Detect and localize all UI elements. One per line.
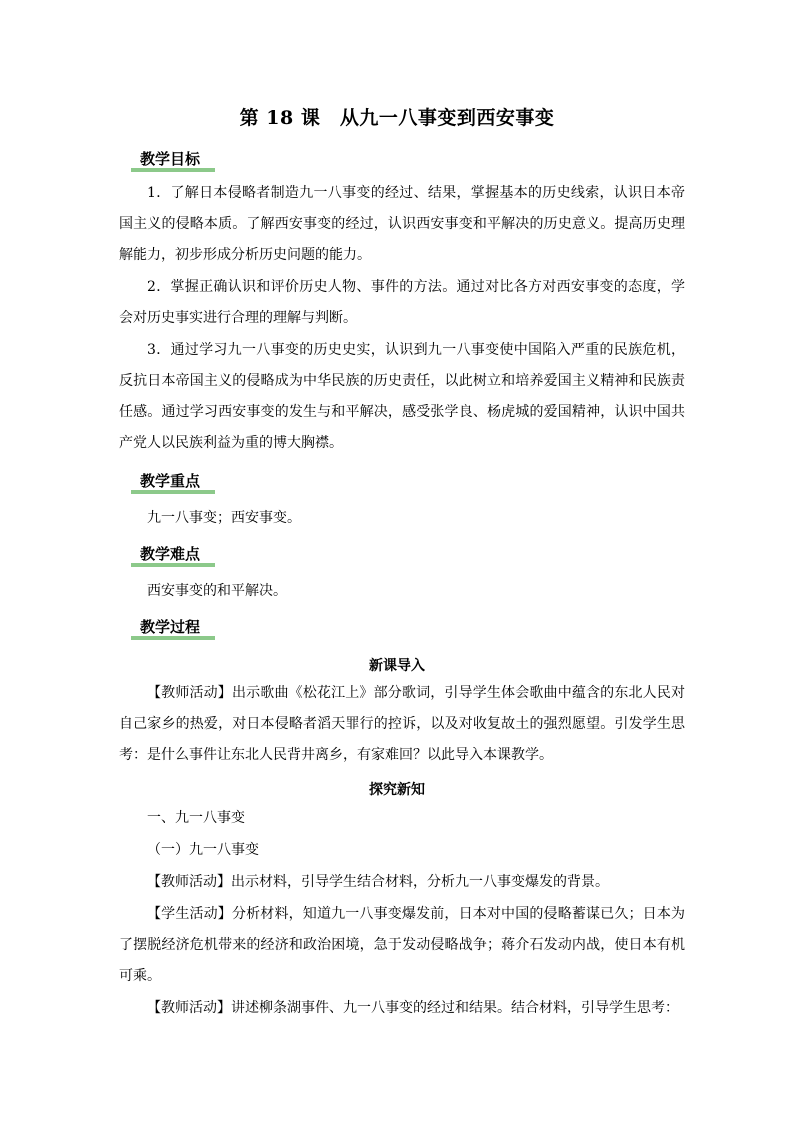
page-title: 第 18 课 从九一八事变到西安事变 [239, 107, 555, 129]
key-points-text: 九一八事变；西安事变。 [147, 510, 301, 526]
objectives-heading-label: 教学目标 [140, 150, 201, 168]
difficulties-heading-label: 教学难点 [140, 545, 201, 563]
teacher-activity-2: 【教师活动】讲述柳条湖事件、九一八事变的经过和结果。结合材料，引导学生思考： [147, 1000, 679, 1016]
objectives-heading [131, 150, 215, 172]
process-heading-label: 教学过程 [140, 618, 201, 636]
difficulties-text: 西安事变的和平解决。 [147, 583, 287, 599]
student-activity-1: 【学生活动】分析材料，知道九一八事变爆发前，日本对中国的侵略蓄谋已久；日本为了摆脱经济危机带来的经济和政治困境，急于发动侵略战争；蒋介石发动内战，使日本有机可乘。 [119, 906, 685, 984]
difficulties-heading-underline [131, 563, 215, 567]
part1-subheading: （一）九一八事变 [147, 842, 259, 858]
process-heading [131, 618, 215, 640]
key-points-heading [131, 472, 215, 494]
objectives-heading-underline [131, 168, 215, 172]
key-points-heading-label: 教学重点 [140, 472, 201, 490]
part1-heading: 一、九一八事变 [147, 810, 245, 826]
objective-item-3: 3．通过学习九一八事变的历史史实，认识到九一八事变使中国陷入严重的民族危机，反抗日本帝国主义的侵略成为中华民族的历史责任，以此树立和培养爱国主义精神和民族责任感。通过学习西安事变的发生与和平解决，感受张学良、杨虎城的爱国精神，认识中国共产党人以民族利益为重的博大胸襟。 [119, 342, 685, 451]
key-points-heading-underline [131, 490, 215, 494]
explore-heading: 探究新知 [369, 782, 425, 798]
difficulties-heading [131, 545, 215, 567]
objective-item-1: 1．了解日本侵略者制造九一八事变的经过、结果，掌握基本的历史线索，认识日本帝国主义的侵略本质。了解西安事变的经过，认识西安事变和平解决的历史意义。提高历史理解能力，初步形成分析历史问题的能力。 [119, 185, 685, 263]
intro-heading: 新课导入 [369, 658, 425, 674]
objective-item-2: 2．掌握正确认识和评价历史人物、事件的方法。通过对比各方对西安事变的态度，学会对历史事实进行合理的理解与判断。 [119, 279, 685, 326]
process-heading-underline [131, 636, 215, 640]
teacher-activity-1: 【教师活动】出示材料，引导学生结合材料，分析九一八事变爆发的背景。 [147, 874, 609, 890]
intro-text: 【教师活动】出示歌曲《松花江上》部分歌词，引导学生体会歌曲中蕴含的东北人民对自己家乡的热爱，对日本侵略者滔天罪行的控诉，以及对收复故土的强烈愿望。引发学生思考：是什么事件让东北人民背井离乡，有家难回？以此导入本课教学。 [119, 685, 685, 763]
